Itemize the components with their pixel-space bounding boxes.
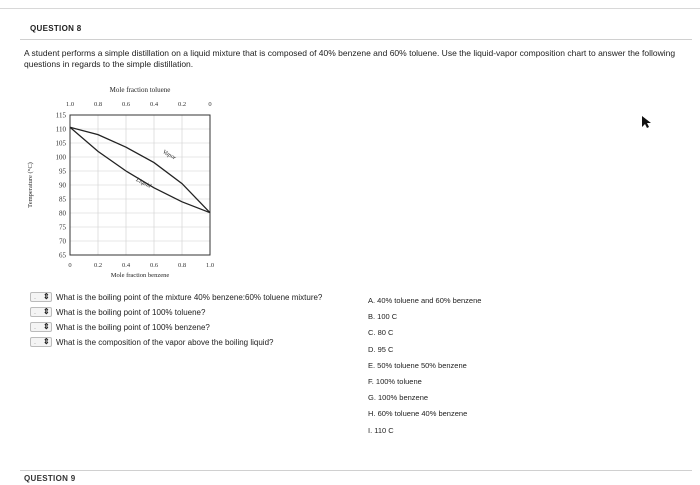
select-arrows-icon: ⇕ [43, 322, 50, 331]
question-row [30, 337, 350, 348]
select-arrows-icon: ⇕ [43, 337, 50, 346]
top-tick-label: 0.8 [93, 101, 103, 108]
answer-select[interactable] [30, 292, 52, 302]
x-tick-label: 0.2 [93, 262, 103, 269]
question-text: What is the boiling point of the mixture 40% benzene:60% toluene mixture? [56, 293, 323, 302]
y-tick-label: 65 [59, 251, 66, 260]
distillation-chart [0, 80, 260, 290]
x-tick-label: 0.4 [121, 262, 131, 269]
top-tick-label: 0.4 [149, 101, 159, 108]
top-tick-label: 0.6 [121, 101, 131, 108]
question-row [30, 322, 350, 333]
question-row [30, 292, 350, 303]
question-text: What is the boiling point of 100% benzene? [56, 323, 210, 332]
answer-choice: F. 100% toluene [368, 377, 422, 387]
y-tick-label: 80 [59, 209, 66, 218]
next-question-title: QUESTION 9 [24, 474, 76, 483]
x-tick-label: 0 [68, 262, 72, 269]
answer-choice: G. 100% benzene [368, 393, 429, 403]
select-arrows-icon: ⇕ [43, 292, 50, 301]
answer-choice: E. 50% toluene 50% benzene [368, 360, 467, 370]
top-tick-label: 0 [208, 101, 212, 108]
top-tick-label: 0.2 [177, 101, 187, 108]
answer-select[interactable] [30, 337, 52, 347]
answer-choices [368, 293, 481, 439]
vapor-curve-label: Vapor [161, 149, 177, 162]
answer-choice: I. 110 C [368, 425, 394, 435]
x-tick-label: 0.6 [149, 262, 159, 269]
y-tick-label: 90 [59, 181, 66, 190]
x-tick-label: 0.8 [177, 262, 187, 269]
y-axis-label: Temperature (°C) [27, 162, 34, 208]
vapor-curve [70, 127, 210, 212]
top-tick-label: 1.0 [65, 101, 75, 108]
y-tick-label: 100 [55, 153, 66, 162]
select-indicator-icon: · [34, 341, 36, 347]
y-tick-label: 85 [59, 195, 66, 204]
select-indicator-icon: · [34, 311, 36, 317]
mouse-cursor-icon [641, 115, 651, 129]
question-title: QUESTION 8 [30, 24, 82, 33]
answer-select[interactable] [30, 307, 52, 317]
x-axis-label: Mole fraction benzene [110, 272, 170, 279]
select-indicator-icon: · [34, 296, 36, 302]
select-indicator-icon: · [34, 326, 36, 332]
question-text: What is the composition of the vapor above the boiling liquid? [56, 338, 274, 347]
answer-choice: H. 60% toluene 40% benzene [368, 409, 468, 419]
answer-select[interactable] [30, 322, 52, 332]
y-tick-label: 95 [59, 167, 66, 176]
question-text: What is the boiling point of 100% toluene? [56, 308, 206, 317]
answer-choice: D. 95 C [368, 344, 394, 354]
liquid-curve-label: Liquid [134, 177, 152, 190]
top-divider [0, 8, 700, 9]
answer-choice: A. 40% toluene and 60% benzene [368, 296, 482, 305]
question-list [30, 292, 350, 352]
x-tick-label: 1.0 [205, 262, 215, 269]
question-header [20, 17, 692, 40]
y-tick-label: 70 [59, 237, 66, 246]
answer-choice: C. 80 C [368, 328, 394, 338]
answer-choice: B. 100 C [368, 312, 398, 322]
liquid-curve [70, 127, 210, 212]
y-tick-label: 115 [55, 111, 66, 120]
question-row [30, 307, 350, 318]
y-tick-label: 75 [59, 223, 66, 232]
select-arrows-icon: ⇕ [43, 307, 50, 316]
question-prompt: A student performs a simple distillation on a liquid mixture that is composed of 40% benzene and 60% toluene. Use the liquid-vapor composition chart to answer the following questions in regards to the simple distillation. [24, 48, 676, 69]
y-tick-label: 105 [55, 139, 66, 148]
top-axis-label: Mole fraction toluene [109, 86, 171, 94]
bottom-divider [20, 470, 692, 471]
y-tick-label: 110 [55, 125, 66, 134]
